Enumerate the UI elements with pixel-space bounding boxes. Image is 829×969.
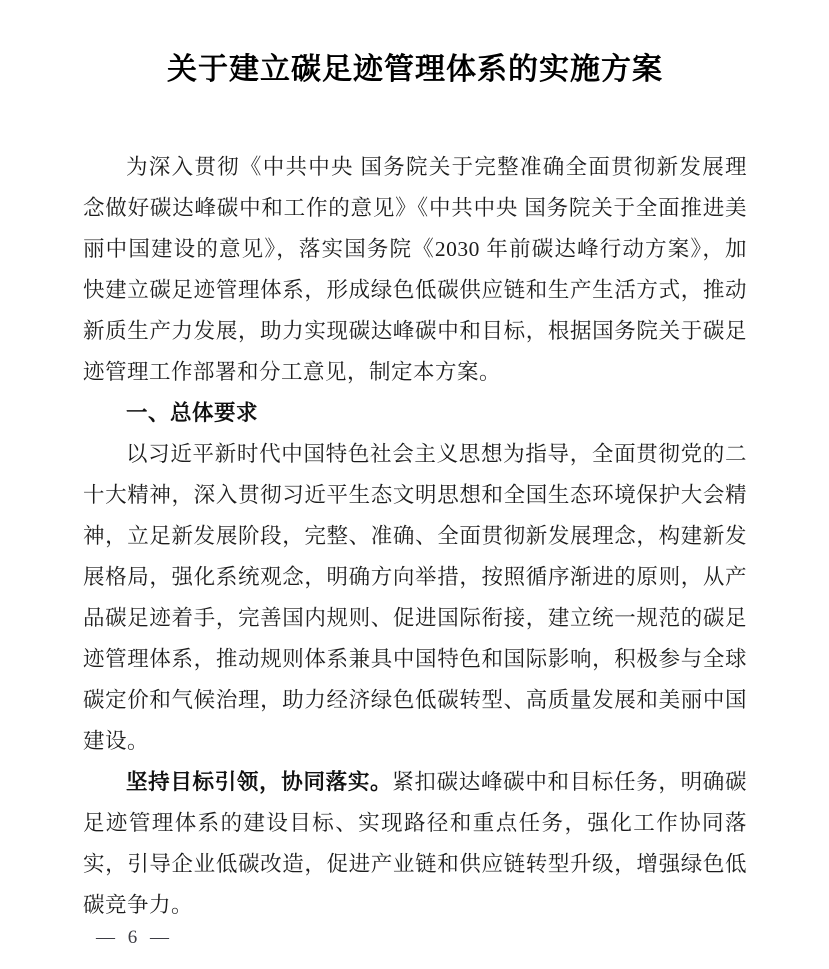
section-heading-overall-requirements: 一、总体要求 [126, 401, 259, 425]
document-title: 关于建立碳足迹管理体系的实施方案 [167, 53, 663, 86]
paragraph-guiding-ideology: 以习近平新时代中国特色社会主义思想为指导，全面贯彻党的二十大精神，深入贯彻习近平生态文明思想和全国生态环境保护大会精神，立足新发展阶段，完整、准确、全面贯彻新发展理念，构建新发展格局，强化系统观念，明确方向举措，按照循序渐进的原则，从产品碳足迹着手，完善国内规则、促进国际衔接，建立统一规范的碳足迹管理体系，推动规则体系兼具中国特色和国际影响，积极参与全球碳定价和气候治理，助力经济绿色低碳转型、高质量发展和美丽中国建设。 [83, 442, 747, 753]
page-number: — 6 — [96, 927, 173, 948]
paragraph-principle-goal-leading [83, 762, 747, 926]
paragraph-lead-body: 紧扣碳达峰碳中和目标任务，明确碳足迹管理体系的建设目标、实现路径和重点任务，强化工作协同落实，引导企业低碳改造，促进产业链和供应链转型升级，增强绿色低碳竞争力。 [83, 770, 747, 917]
paragraph-lead-bold: 坚持目标引领，协同落实。 [126, 770, 393, 794]
paragraph-preamble: 为深入贯彻《中共中央 国务院关于完整准确全面贯彻新发展理念做好碳达峰碳中和工作的意见》《中共中央 国务院关于全面推进美丽中国建设的意见》，落实国务院《2030 年前碳达峰行动方案》，加快建立碳足迹管理体系，形成绿色低碳供应链和生产生活方式，推动新质生产力发展，助力实现碳达峰碳中和目标，根据国务院关于碳足迹管理工作部署和分工意见，制定本方案。 [83, 155, 747, 384]
